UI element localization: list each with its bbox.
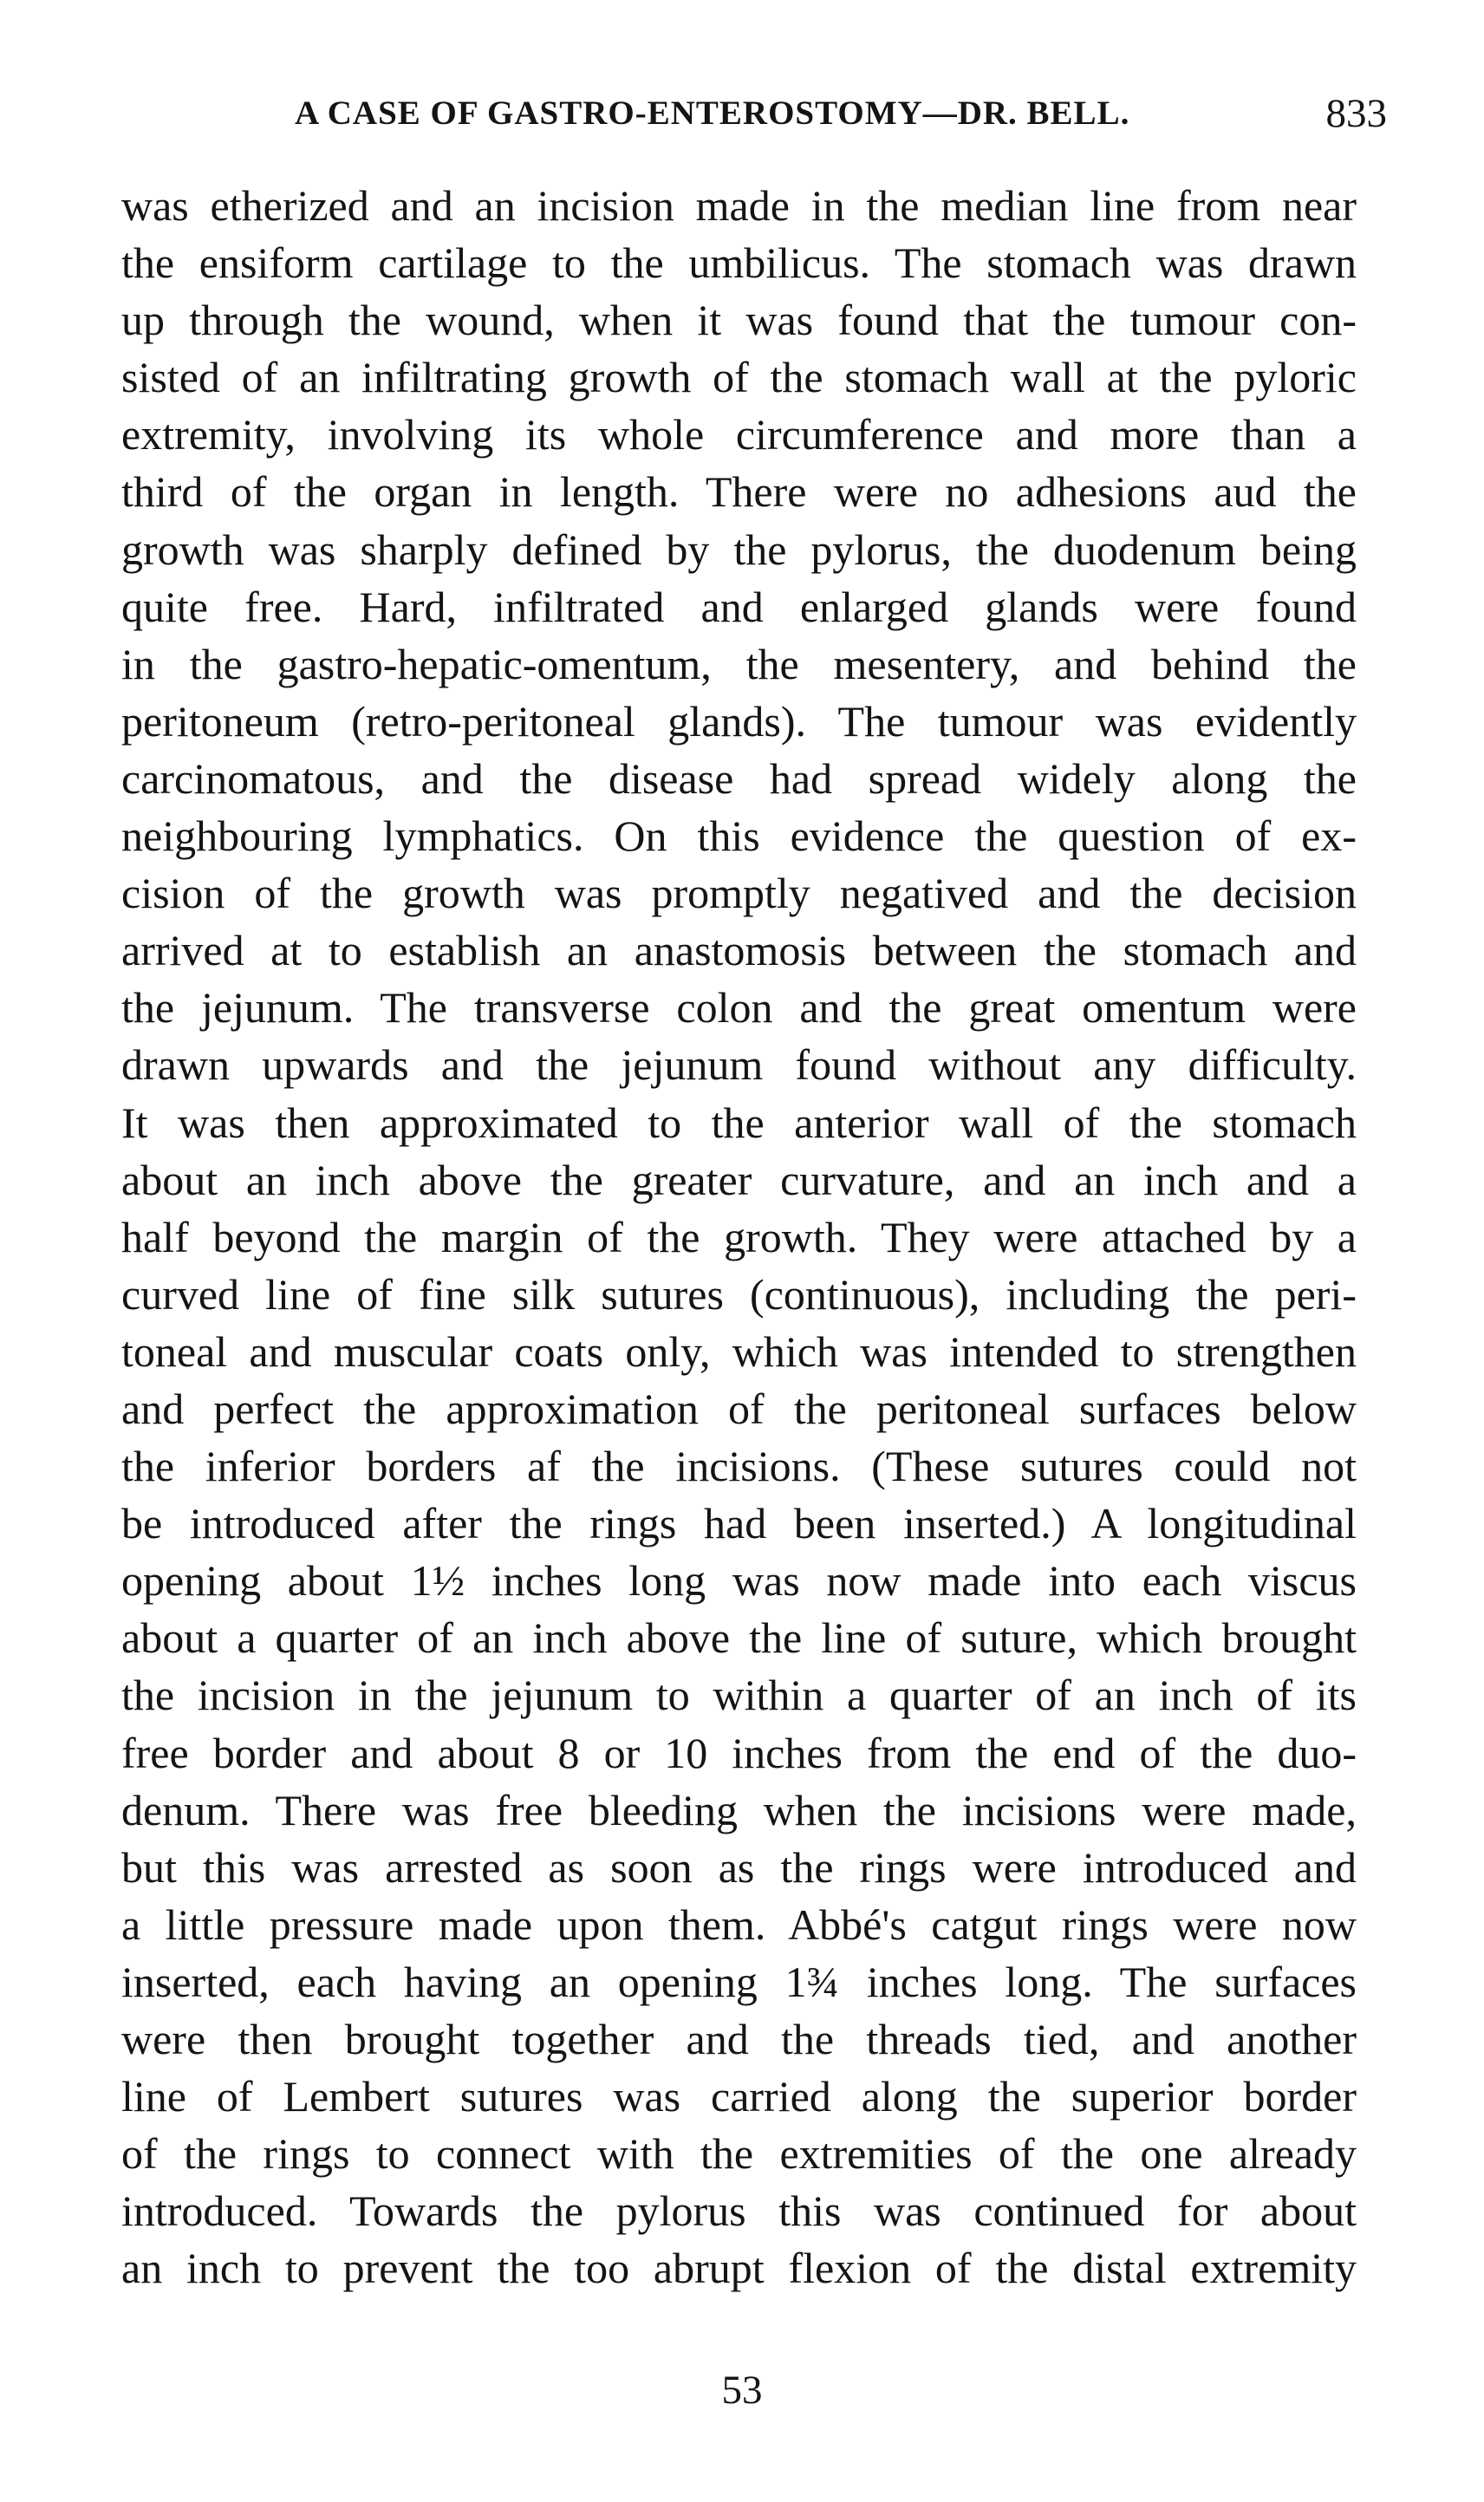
text-line: extremity, involving its whole circumference and more than a (121, 410, 1357, 459)
text-line: third of the organ in length. There were no adhesions aud the (121, 467, 1357, 517)
text-line: curved line of fine silk sutures (continuous), including the peri- (121, 1269, 1357, 1319)
text-line: quite free. Hard, infiltrated and enlarged glands were found (121, 582, 1357, 631)
text-line: the jejunum. The transverse colon and the great omentum were (121, 983, 1357, 1033)
text-line: of the rings to connect with the extremities of the one already (121, 2129, 1357, 2179)
text-line: about an inch above the greater curvature, and an inch and a (121, 1155, 1357, 1204)
text-line: be introduced after the rings had been inserted.) A longitudinal (121, 1499, 1357, 1548)
text-line: neighbouring lymphatics. On this evidence the question of ex- (121, 811, 1357, 861)
text-line: denum. There was free bleeding when the incisions were made, (121, 1785, 1357, 1834)
text-line: carcinomatous, and the disease had spread widely along the (121, 753, 1357, 803)
text-line: arrived at to establish an anastomosis between the stomach and (121, 926, 1357, 975)
text-line: up through the wound, when it was found that the tumour con- (121, 296, 1357, 345)
text-line: the inferior borders af the incisions. (These sutures could not (121, 1442, 1357, 1491)
text-line: drawn upwards and the jejunum found without any difficulty. (121, 1040, 1357, 1090)
text-line: half beyond the margin of the growth. They were attached by a (121, 1212, 1357, 1261)
page-number: 833 (1325, 91, 1387, 136)
signature-mark: 53 (721, 2368, 763, 2413)
text-line: an inch to prevent the too abrupt flexion of the distal extremity (121, 2244, 1357, 2293)
text-line: inserted, each having an opening 1¾ inches long. The surfaces (121, 1957, 1357, 2006)
text-line: peritoneum (retro-peritoneal glands). The tumour was evidently (121, 696, 1357, 746)
text-line: about a quarter of an inch above the line of suture, which brought (121, 1613, 1357, 1663)
body-text (121, 177, 1357, 2297)
text-line: growth was sharply defined by the pylorus, the duodenum being (121, 525, 1357, 574)
text-line: opening about 1½ inches long was now made into each viscus (121, 1556, 1357, 1606)
text-line: a little pressure made upon them. Abbé's catgut rings were now (121, 1899, 1357, 1949)
text-line: sisted of an infiltrating growth of the stomach wall at the pyloric (121, 353, 1357, 402)
text-line: line of Lembert sutures was carried along the superior border (121, 2072, 1357, 2121)
text-line: and perfect the approximation of the peritoneal surfaces below (121, 1384, 1357, 1433)
text-line: the incision in the jejunum to within a quarter of an inch of its (121, 1671, 1357, 1720)
text-line: cision of the growth was promptly negatived and the decision (121, 869, 1357, 918)
text-line: toneal and muscular coats only, which was intended to strengthen (121, 1326, 1357, 1376)
text-line: was etherized and an incision made in the median line from near (121, 181, 1357, 230)
text-line: It was then approximated to the anterior wall of the stomach (121, 1098, 1357, 1147)
text-line: but this was arrested as soon as the rings were introduced and (121, 1842, 1357, 1892)
text-line: were then brought together and the threads tied, and another (121, 2015, 1357, 2063)
running-header (121, 91, 1387, 146)
text-line: in the gastro-hepatic-omentum, the mesentery, and behind the (121, 639, 1357, 688)
running-title: A CASE OF GASTRO-ENTEROSTOMY—DR. BELL. (295, 94, 1130, 132)
text-line: free border and about 8 or 10 inches from the end of the duo- (121, 1728, 1357, 1777)
text-line: introduced. Towards the pylorus this was continued for about (121, 2186, 1357, 2236)
text-line: the ensiform cartilage to the umbilicus. The stomach was drawn (121, 238, 1357, 288)
